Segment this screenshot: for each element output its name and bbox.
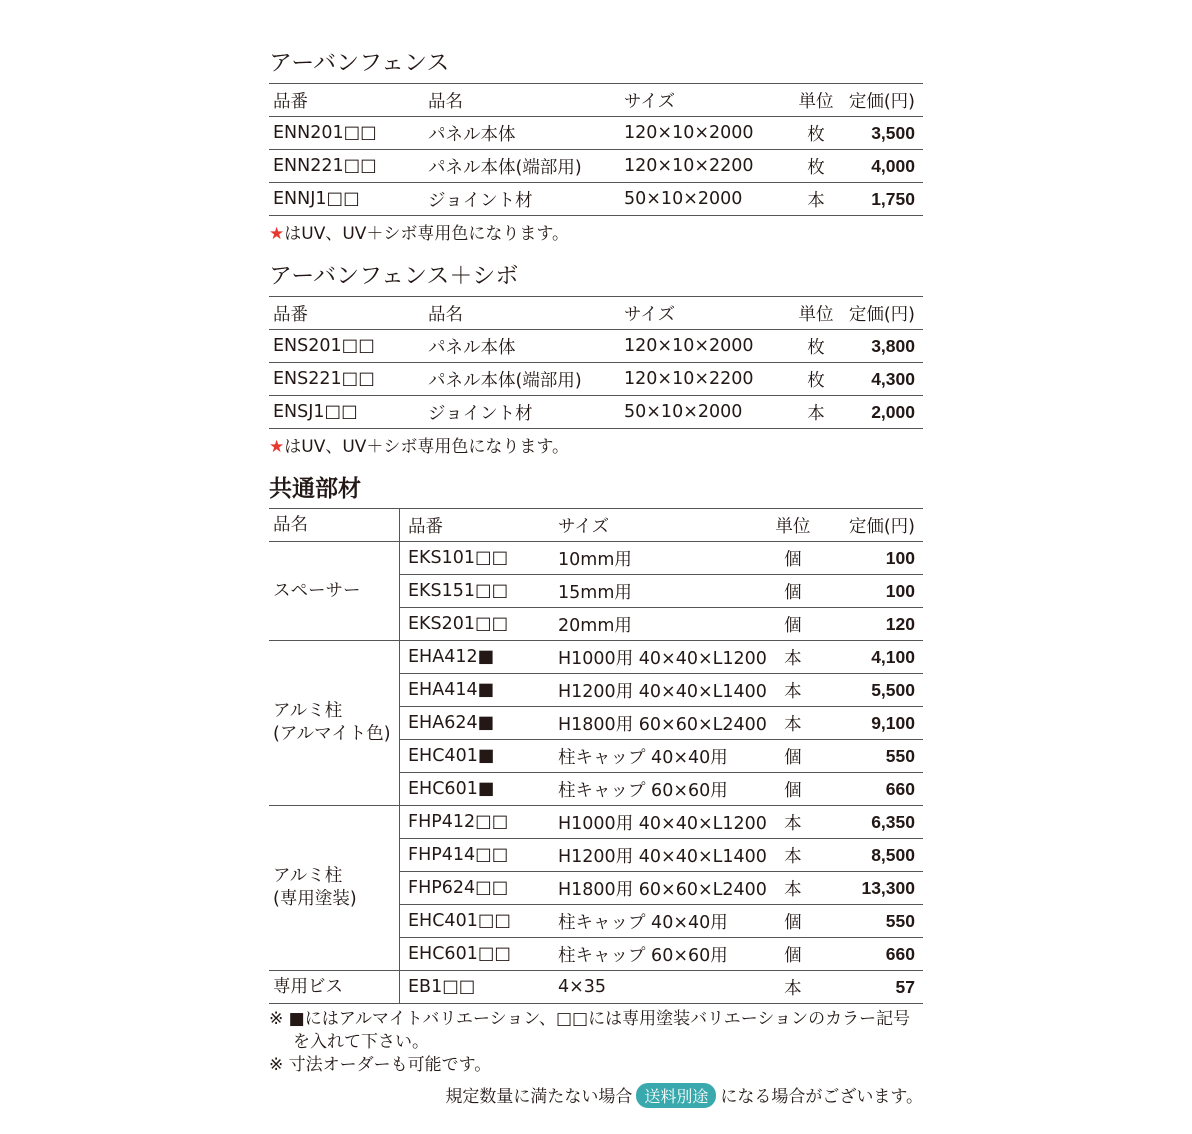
product-code: EHA412■ [400,641,559,674]
product-price: 5,500 [819,674,923,707]
product-unit: 個 [767,608,819,641]
product-price: 4,100 [819,641,923,674]
product-code: EHC401□□ [400,905,559,938]
product-unit: 本 [767,839,819,872]
product-code: EB1□□ [400,971,559,1004]
product-size: 10mm用 [558,542,767,575]
product-unit: 枚 [790,117,842,150]
product-name: パネル本体(端部用) [428,363,624,396]
product-unit: 本 [767,971,819,1004]
product-size: 15mm用 [558,575,767,608]
product-size: H1200用 40×40×L1400 [558,839,767,872]
header-name: 品名 [428,297,624,330]
header-price: 定価(円) [842,84,923,117]
header-code: 品番 [400,509,559,542]
uv-note [269,219,569,244]
product-code: FHP414□□ [400,839,559,872]
product-price: 100 [819,575,923,608]
product-size: 20mm用 [558,608,767,641]
table-row [269,330,923,363]
product-size: 120×10×2000 [624,330,790,363]
product-size: 50×10×2000 [624,396,790,429]
product-price: 660 [819,773,923,806]
product-price: 100 [819,542,923,575]
product-size: 120×10×2200 [624,363,790,396]
header-price: 定価(円) [842,297,923,330]
table-row [269,971,923,1004]
product-code: EHA414■ [400,674,559,707]
table-row [269,641,923,674]
section-title-urban-fence: アーバンフェンス [269,50,450,76]
product-code: ENN221□□ [269,150,428,183]
star-icon: ★ [269,224,285,244]
uv-note-text: はUV、UV＋シボ専用色になります。 [284,437,570,457]
product-price: 6,350 [819,806,923,839]
group-name: スペーサー [269,542,400,641]
table-row [269,806,923,839]
product-unit: 枚 [790,330,842,363]
header-unit: 単位 [767,509,819,542]
product-price: 13,300 [819,872,923,905]
product-price: 8,500 [819,839,923,872]
product-code: EHC601□□ [400,938,559,971]
product-code: FHP624□□ [400,872,559,905]
product-size: 柱キャップ 40×40用 [558,740,767,773]
header-size: サイズ [624,84,790,117]
product-name: パネル本体(端部用) [428,150,624,183]
star-icon: ★ [269,437,285,457]
header-size: サイズ [624,297,790,330]
product-price: 4,300 [842,363,923,396]
product-price: 550 [819,740,923,773]
table-row [269,150,923,183]
product-unit: 個 [767,773,819,806]
product-size: 120×10×2000 [624,117,790,150]
product-code: EKS151□□ [400,575,559,608]
product-unit: 本 [767,674,819,707]
group-name: アルミ柱 (アルマイト色) [269,641,400,806]
product-code: ENN201□□ [269,117,428,150]
product-price: 9,100 [819,707,923,740]
product-code: EHC401■ [400,740,559,773]
table-header-row [269,84,923,117]
product-unit: 枚 [790,363,842,396]
product-unit: 枚 [790,150,842,183]
product-price: 550 [819,905,923,938]
footnote-line-2: を入れて下さい。 [293,1032,429,1052]
product-size: 120×10×2200 [624,150,790,183]
product-price: 660 [819,938,923,971]
product-code: EKS201□□ [400,608,559,641]
product-size: H1800用 60×60×L2400 [558,872,767,905]
product-size: H1000用 40×40×L1200 [558,641,767,674]
product-unit: 個 [767,575,819,608]
product-price: 3,500 [842,117,923,150]
product-name: パネル本体 [428,330,624,363]
product-size: 柱キャップ 60×60用 [558,938,767,971]
product-unit: 個 [767,905,819,938]
product-size: H1200用 40×40×L1400 [558,674,767,707]
table-row [269,117,923,150]
product-code: ENSJ1□□ [269,396,428,429]
product-code: EKS101□□ [400,542,559,575]
header-code: 品番 [269,297,428,330]
group-name: 専用ビス [269,971,400,1004]
product-code: ENNJ1□□ [269,183,428,216]
product-size: H1800用 60×60×L2400 [558,707,767,740]
footnote-line-3: ※ 寸法オーダーも可能です。 [269,1055,492,1075]
product-code: EHA624■ [400,707,559,740]
footnote-line-1: ※ ■にはアルマイトバリエーション、□□には専用塗装バリエーションのカラー記号 [269,1009,911,1029]
table-row [269,396,923,429]
product-unit: 本 [767,707,819,740]
common-parts-table [269,508,923,1004]
product-price: 3,800 [842,330,923,363]
section-title-urban-fence-shibo: アーバンフェンス＋シボ [269,263,519,289]
table-row [269,542,923,575]
uv-note [269,432,569,457]
uv-note-text: はUV、UV＋シボ専用色になります。 [284,224,570,244]
product-size: 柱キャップ 40×40用 [558,905,767,938]
header-name: 品名 [269,509,400,542]
group-name: アルミ柱 (専用塗装) [269,806,400,971]
header-price: 定価(円) [819,509,923,542]
product-unit: 本 [767,641,819,674]
urban-fence-table [269,83,923,216]
header-unit: 単位 [790,297,842,330]
product-name: パネル本体 [428,117,624,150]
shipping-note-after: になる場合がございます。 [720,1087,923,1107]
footnote-color-codes [269,1008,910,1077]
product-unit: 本 [767,806,819,839]
product-unit: 個 [767,938,819,971]
product-price: 57 [819,971,923,1004]
header-size: サイズ [558,509,767,542]
product-size: 4×35 [558,971,767,1004]
product-code: ENS221□□ [269,363,428,396]
product-price: 1,750 [842,183,923,216]
product-code: EHC601■ [400,773,559,806]
product-code: FHP412□□ [400,806,559,839]
shipping-badge: 送料別途 [636,1083,716,1108]
common-parts-body [269,542,923,1004]
table-row [269,363,923,396]
product-unit: 本 [790,396,842,429]
product-name: ジョイント材 [428,183,624,216]
header-unit: 単位 [790,84,842,117]
product-size: 50×10×2000 [624,183,790,216]
header-code: 品番 [269,84,428,117]
table-row [269,183,923,216]
product-price: 4,000 [842,150,923,183]
header-name: 品名 [428,84,624,117]
product-size: 柱キャップ 60×60用 [558,773,767,806]
table-header-row [269,297,923,330]
product-size: H1000用 40×40×L1200 [558,806,767,839]
product-unit: 個 [767,542,819,575]
shipping-note-before: 規定数量に満たない場合 [445,1087,633,1107]
urban-fence-shibo-table [269,296,923,429]
product-unit: 本 [767,872,819,905]
section-title-common-parts: 共通部材 [269,476,361,502]
product-code: ENS201□□ [269,330,428,363]
product-price: 120 [819,608,923,641]
product-name: ジョイント材 [428,396,624,429]
shipping-note [445,1082,923,1108]
product-unit: 本 [790,183,842,216]
product-unit: 個 [767,740,819,773]
table-header-row [269,509,923,542]
product-price: 2,000 [842,396,923,429]
